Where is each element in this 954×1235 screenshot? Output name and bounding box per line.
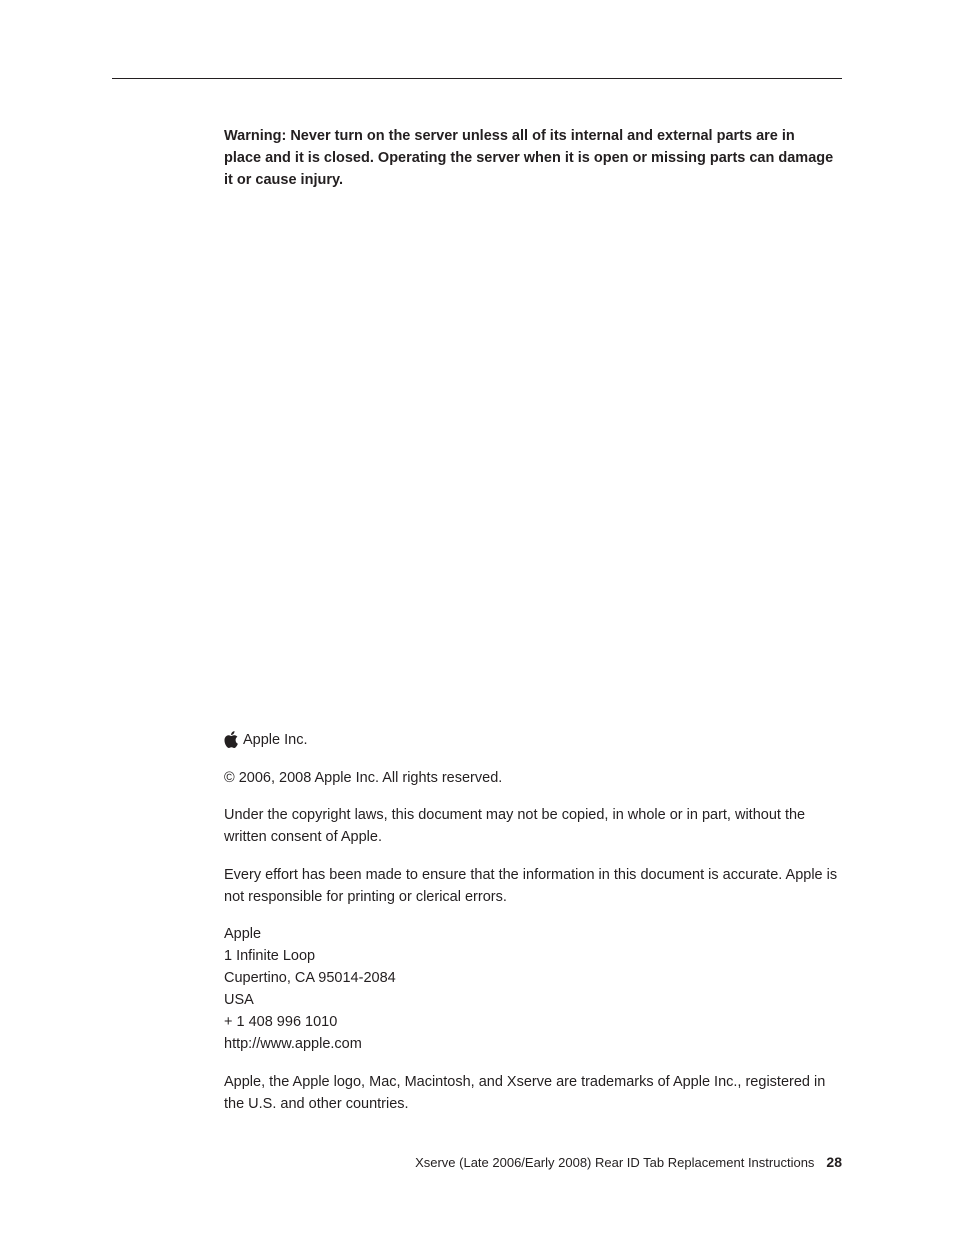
address-street: 1 Infinite Loop bbox=[224, 948, 316, 964]
accuracy-notice: Every effort has been made to ensure that the information in this document is accurate. Apple is not responsible for printing or clerical errors. bbox=[224, 866, 838, 905]
copyright-notice: © 2006, 2008 Apple Inc. All rights reserved. bbox=[224, 769, 503, 786]
colophon bbox=[224, 729, 842, 1130]
address-block bbox=[224, 923, 842, 1055]
trademark-notice: Apple, the Apple logo, Mac, Macintosh, and Xserve are trademarks of Apple Inc., registered in the U.S. and other countries. bbox=[224, 1073, 826, 1112]
header-rule bbox=[112, 78, 842, 79]
warning-text: Never turn on the server unless all of its internal and external parts are in place and it is closed. Operating the server when it is open or missing parts can damage it or cause injury. bbox=[224, 128, 834, 188]
copyright-law-notice: Under the copyright laws, this document may not be copied, in whole or in part, without the written consent of Apple. bbox=[224, 807, 806, 845]
address-country: USA bbox=[224, 992, 254, 1008]
company-name: Apple Inc. bbox=[243, 732, 308, 748]
apple-logo-icon bbox=[224, 731, 238, 748]
address-name: Apple bbox=[224, 926, 262, 942]
page-footer bbox=[415, 1152, 842, 1173]
address-city: Cupertino, CA 95014-2084 bbox=[224, 970, 396, 986]
footer-doc-title: Xserve (Late 2006/Early 2008) Rear ID Tab Replacement Instructions bbox=[415, 1155, 815, 1170]
warning-label: Warning: bbox=[224, 128, 287, 144]
address-website: http://www.apple.com bbox=[224, 1036, 362, 1052]
company-line bbox=[224, 729, 842, 751]
page-number: 28 bbox=[826, 1154, 842, 1170]
warning-paragraph bbox=[224, 125, 834, 191]
address-phone: + 1 408 996 1010 bbox=[224, 1014, 338, 1030]
